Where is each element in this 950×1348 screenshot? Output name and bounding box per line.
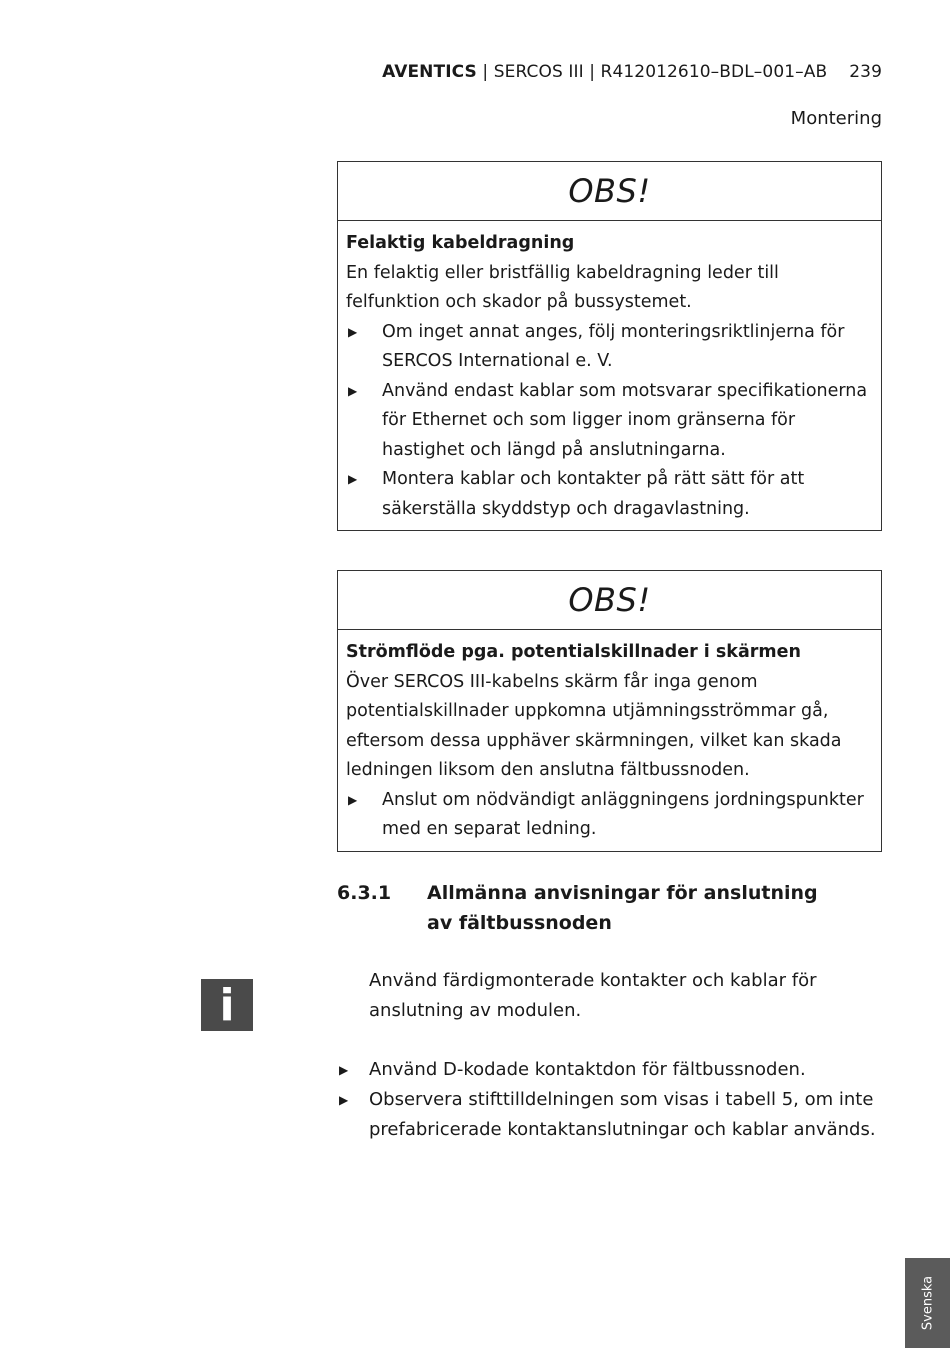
- bullet-arrow-icon: ▶: [348, 792, 358, 807]
- notice-heading: OBS!: [338, 571, 881, 630]
- bullet-arrow-icon: ▶: [348, 383, 358, 398]
- notice-bullet: [346, 377, 873, 466]
- info-icon: [201, 979, 253, 1031]
- bullet-arrow-icon: ▶: [348, 472, 358, 486]
- document-id: | SERCOS III | R412012610–BDL–001–AB: [476, 62, 828, 82]
- notice-body: [338, 221, 881, 530]
- list-item: [337, 1055, 882, 1085]
- language-label: Svenska: [920, 1275, 935, 1331]
- page-header: [382, 62, 882, 82]
- bullet-text: Anslut om nödvändigt anläggningens jordningspunkter med en separat ledning.: [382, 789, 864, 839]
- notice-box-cabling: [337, 161, 882, 531]
- bullet-text: Använd endast kablar som motsvarar specifikationerna för Ethernet och som ligger inom gränserna för hastighet och längd på anslutningarna.: [382, 380, 868, 460]
- subsection-heading: [337, 878, 847, 938]
- instruction-list: [337, 1055, 882, 1145]
- list-item-text: Observera stifttilldelningen som visas i tabell 5, om inte prefabricerade kontaktanslutningar och kablar används.: [369, 1089, 876, 1140]
- notice-text: Över SERCOS III-kabelns skärm får inga genom potentialskillnader uppkomna utjämningsströmmar gå, eftersom dessa upphäver skärmningen, vilket kan skada ledningen liksom den anslutna fältbussnoden.: [346, 671, 842, 780]
- list-item-text: Använd D-kodade kontaktdon för fältbussnoden.: [369, 1059, 806, 1080]
- notice-box-current-flow: [337, 570, 882, 852]
- notice-title: Felaktig kabeldragning: [346, 233, 575, 253]
- notice-bullet: [346, 786, 873, 845]
- subsection-number: 6.3.1: [337, 882, 392, 904]
- notice-text: En felaktig eller bristfällig kabeldragning leder till felfunktion och skador på bussystemet.: [346, 262, 779, 312]
- page-number: 239: [849, 62, 882, 82]
- section-name: Montering: [790, 108, 882, 129]
- subsection-title: Allmänna anvisningar för anslutning av fältbussnoden: [427, 882, 818, 934]
- info-text: Använd färdigmonterade kontakter och kablar för anslutning av modulen.: [369, 970, 817, 1021]
- notice-heading: OBS!: [338, 162, 881, 221]
- notice-body: [338, 630, 881, 851]
- brand-name: AVENTICS: [382, 62, 477, 82]
- bullet-arrow-icon: ▶: [339, 1063, 349, 1077]
- info-icon-glyph: i: [219, 979, 235, 1031]
- bullet-text: Om inget annat anges, följ monteringsriktlinjerna för SERCOS International e. V.: [382, 321, 845, 371]
- bullet-arrow-icon: ▶: [348, 324, 358, 339]
- language-tab: [905, 1258, 950, 1348]
- bullet-arrow-icon: ▶: [339, 1093, 349, 1107]
- list-item: [337, 1085, 882, 1145]
- notice-title: Strömflöde pga. potentialskillnader i skärmen: [346, 642, 801, 662]
- notice-bullet: [346, 318, 873, 377]
- notice-bullet: [346, 465, 873, 524]
- bullet-text: Montera kablar och kontakter på rätt sätt för att säkerställa skyddstyp och dragavlastning.: [382, 469, 805, 519]
